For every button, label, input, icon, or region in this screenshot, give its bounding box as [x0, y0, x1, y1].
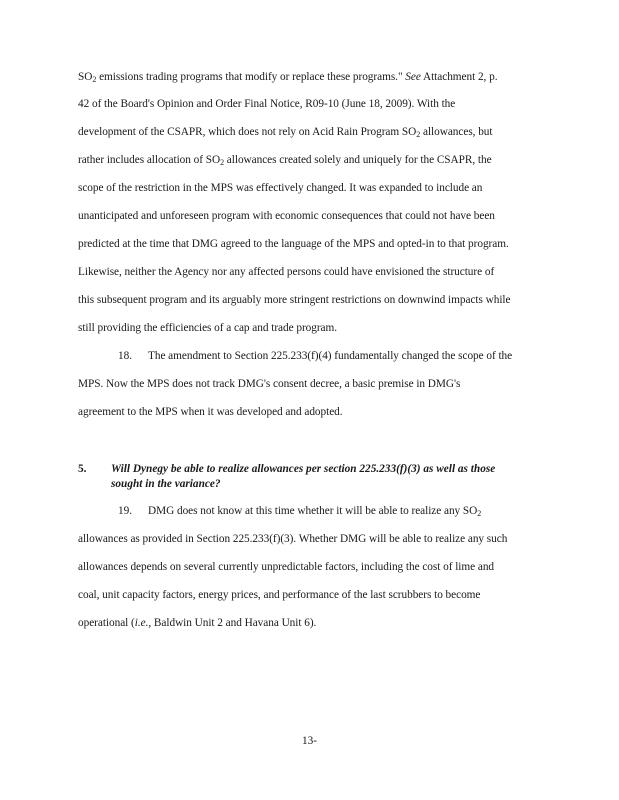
- text-line: MPS. Now the MPS does not track DMG's consent decree, a basic premise in DMG's: [78, 378, 461, 390]
- section-heading: Will Dynegy be able to realize allowances per section 225.233(f)(3) as well as those: [111, 463, 496, 475]
- text-line: Likewise, neither the Agency nor any affected persons could have envisioned the structure of: [78, 266, 495, 278]
- text-line: rather includes allocation of $SO_2$ allowances created solely and uniquely for the CSAPR, the: [78, 154, 492, 167]
- section-number-5: 5.: [78, 463, 87, 475]
- text-line: $SO_2$ emissions trading programs that modify or replace these programs." See Attachment 2, p.: [78, 71, 498, 84]
- text-line: still providing the efficiencies of a cap and trade program.: [78, 322, 338, 334]
- text-line: this subsequent program and its arguably more stringent restrictions on downwind impacts while: [78, 294, 511, 306]
- text-line: scope of the restriction in the MPS was effectively changed. It was expanded to include an: [78, 182, 483, 194]
- text-line: The amendment to Section 225.233(f)(4) fundamentally changed the scope of the: [148, 350, 513, 362]
- text-line: 42 of the Board's Opinion and Order Final Notice, R09-10 (June 18, 2009). With the: [78, 98, 456, 110]
- paragraph-number-19: 19.: [118, 505, 133, 517]
- text-line: DMG does not know at this time whether it will be able to realize any $SO_2$: [148, 505, 482, 518]
- text-line: predicted at the time that DMG agreed to the language of the MPS and opted-in to that program.: [78, 238, 509, 250]
- text-line: unanticipated and unforeseen program with economic consequences that could not have been: [78, 210, 495, 222]
- text-line: agreement to the MPS when it was developed and adopted.: [78, 406, 343, 418]
- text-line: operational (i.e., Baldwin Unit 2 and Havana Unit 6).: [78, 617, 317, 629]
- paragraph-number-18: 18.: [118, 350, 133, 362]
- text-line: coal, unit capacity factors, energy prices, and performance of the last scrubbers to become: [78, 589, 481, 601]
- text-line: allowances as provided in Section 225.233(f)(3). Whether DMG will be able to realize any such: [78, 533, 508, 545]
- text-line: development of the CSAPR, which does not rely on Acid Rain Program $SO_2$ allowances, but: [78, 126, 493, 139]
- page-number: 13-: [301, 735, 318, 747]
- section-heading: sought in the variance?: [111, 478, 221, 490]
- text-line: allowances depends on several currently unpredictable factors, including the cost of lime and: [78, 561, 495, 573]
